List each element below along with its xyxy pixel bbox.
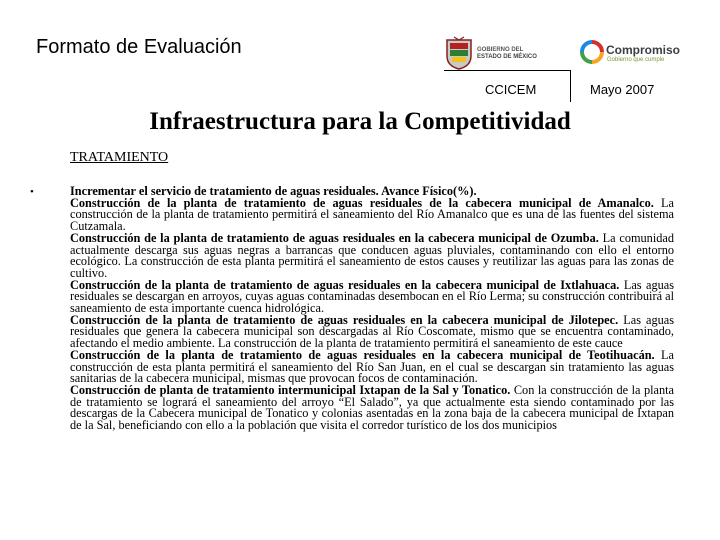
paragraph-heading: Incrementar el servicio de tratamiento de aguas residuales. Avance Físico(%). <box>70 184 477 198</box>
paragraph-body: Las aguas residuales que genera la cabecera municipal son descargadas al Río Coscomate, mismo que se encuentra contaminado, afectando el medio ambiente. La construcción de la planta de tratamiento permitirá el saneamiento de este cauce <box>70 312 675 351</box>
gobierno-logo-text: GOBIERNO DEL ESTADO DE MÉXICO <box>477 47 537 60</box>
compromiso-name: Compromiso <box>606 43 681 57</box>
paragraph <box>70 347 674 386</box>
paragraph-body: La comunidad actualmente descarga sus aguas negras a barrancas que conducen aguas pluviales, contaminando con ello el entorno ecológico. La construcción de esta planta permitirá el saneamiento de estos causes y reutilizar las aguas para las zonas de cultivo. <box>70 230 675 280</box>
content-body <box>70 186 674 432</box>
paragraph-body: Las aguas residuales se descargan en arroyos, cuyas aguas contaminadas desembocan en el Río Lerma; su construcción contribuirá al saneamiento de esta importante cuenca hidrológica. <box>70 277 675 316</box>
paragraph <box>70 382 674 433</box>
paragraph-heading: Construcción de la planta de tratamiento de aguas residuales en la cabecera municipal de Ozumba. <box>70 230 599 245</box>
paragraph-heading: Construcción de la planta de tratamiento de aguas residuales en la cabecera municipal de Jilotepec. <box>70 312 619 327</box>
paragraph-heading: Construcción de la planta de tratamiento de aguas residuales en la cabecera municipal de Ixtlahuaca. <box>70 277 620 292</box>
paragraph-heading: Construcción de la planta de tratamiento de aguas residuales en la cabecera municipal de Teotihuacán. <box>70 347 655 362</box>
paragraph <box>70 230 675 280</box>
compromiso-logo <box>580 40 690 70</box>
state-seal-icon <box>444 36 474 70</box>
gobierno-logo <box>444 36 559 72</box>
paragraph <box>70 277 675 316</box>
compromiso-tagline: Gobierno que cumple <box>607 57 665 63</box>
paragraph <box>70 312 675 351</box>
bullet-marker: • <box>30 186 34 198</box>
paragraph-heading: Construcción de planta de tratamiento intermunicipal Ixtapan de la Sal y Tonatico. <box>70 382 511 397</box>
paragraph-body: Con la construcción de la planta de tratamiento se logrará el saneamiento del arroyo “El Salado”, ya que actualmente esta siendo contaminado por las descargas de la Cabecera municipal de Tonatico y colonias asentadas en la zona baja de la cabecera municipal de Ixtapan de la Sal, beneficiando con ello a la población que visita el corredor turístico de los dos municipios <box>70 382 674 433</box>
header-divider-horizontal <box>444 70 570 71</box>
date-label: Mayo 2007 <box>590 82 655 97</box>
paragraph-body: La construcción de la planta de tratamiento permitirá el saneamiento del Río Amanalco que es una de las fuentes del sistema Cutzamala. <box>70 195 674 234</box>
format-title: Formato de Evaluación <box>36 36 242 58</box>
paragraph-body: La construcción de esta planta permitirá el saneamiento del Río San Juan, en el cual se descargan sin tratamiento las aguas sanitarias de la cabecera municipal, mismas que provocan focos de contaminación. <box>70 347 674 386</box>
page-title: Infraestructura para la Competitividad <box>149 108 571 135</box>
paragraph <box>70 195 674 234</box>
section-heading: TRATAMIENTO <box>70 150 169 165</box>
paragraph-heading: Construcción de la planta de tratamiento de aguas residuales de la cabecera municipal de Amanalco. <box>70 195 654 210</box>
compromiso-mark-icon <box>580 40 604 64</box>
org-label: CCICEM <box>485 82 537 97</box>
header-divider-vertical <box>570 70 571 102</box>
